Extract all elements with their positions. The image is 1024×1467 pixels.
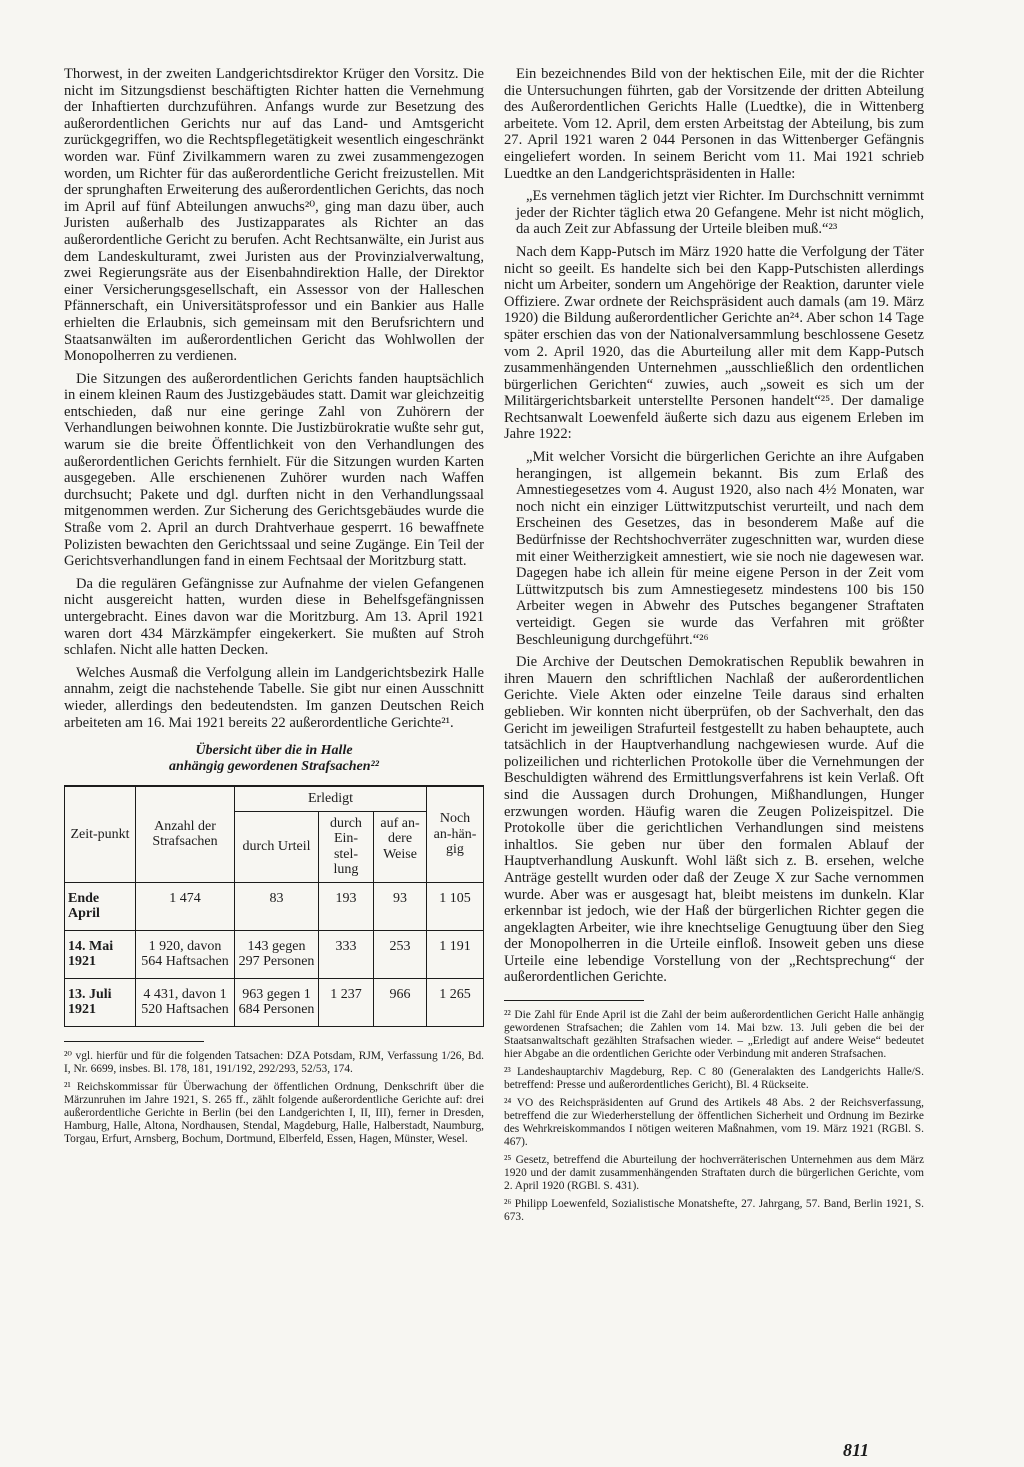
cell-andere: 966 <box>374 978 427 1026</box>
table-caption-line: Übersicht über die in Halle <box>195 743 353 759</box>
footnote: ²¹ Reichskommissar für Überwachung der öffentlichen Ordnung, Denkschrift über die Märzunruhen im Jahre 1921, S. 265 ff., zählt folgende außerordentliche Gerichte auf: drei außerordentliche Gerichte in Berlin (bei den Landgerichten I, II, III), ferner in Dresden, Hamburg, Halle, Altona, Nordhausen, Stendal, Magdeburg, Halle, Halberstadt, Naumburg, Torgau, Erfurt, Arnsberg, Bochum, Dortmund, Elberfeld, Essen, Hagen, Münster, Wesel. <box>64 1080 484 1145</box>
table-header-row <box>65 786 484 811</box>
cell-einstellung: 1 237 <box>319 978 374 1026</box>
header-erledigt: Erledigt <box>235 786 427 811</box>
footnote: ²⁰ vgl. hierfür und für die folgenden Tatsachen: DZA Potsdam, RJM, Verfassung 1/26, Bd. I, Nr. 6699, insbes. Bl. 178, 181, 191/192, 292/293, 52/53, 174. <box>64 1049 484 1075</box>
left-column <box>64 66 484 1151</box>
cell-einstellung: 333 <box>319 930 374 978</box>
cell-noch: 1 265 <box>427 978 484 1026</box>
paragraph: Welches Ausmaß die Verfolgung allein im Landgerichtsbezirk Halle annahm, zeigt die nachstehende Tabelle. Sie gibt nur einen Ausschnitt wieder, allerdings den bedeutendsten. Im ganzen Deutschen Reich arbeiteten am 16. Mai 1921 bereits 22 außerordentliche Gerichte²¹. <box>64 664 484 731</box>
table-row <box>65 882 484 930</box>
paragraph: Nach dem Kapp-Putsch im März 1920 hatte die Verfolgung der Täter nicht so geeilt. Es handelte sich bei den Kapp-Putschisten allerdings nicht um Arbeiter, sondern um Angehörige der Reaktion, darunter viele Offiziere. Zwar ordnete der Reichspräsident auch damals (am 19. März 1920) die Bildung außerordentlicher Gerichte an²⁴. Aber schon 14 Tage später erschien das von der Nationalversammlung beschlossene Gesetz vom 2. April 1920, das die Aburteilung aller mit dem Kapp-Putsch zusammenhängenden Unternehmen „ausschließlich den ordentlichen bürgerlichen Gerichten“ zuwies, auch „soweit es sich um der Militärgerichtsbarkeit unterstellte Personen handelt“²⁵. Der damalige Rechtsanwalt Loewenfeld äußerte sich dazu aus eigenem Erleben im Jahre 1922: <box>504 243 924 443</box>
cell-andere: 93 <box>374 882 427 930</box>
cell-urteil: 963 gegen 1 684 Personen <box>235 978 319 1026</box>
footnote: ²⁴ VO des Reichspräsidenten auf Grund des Artikels 48 Abs. 2 der Reichsverfassung, betreffend die zur Wiederherstellung der öffentlichen Sicherheit und Ordnung im Bezirke des Wehrkreiskommandos I nötigen weiteren Maßnahmen, vom 19. März 1921 (RGBl. S. 467). <box>504 1097 924 1149</box>
table-caption-line: anhängig gewordenen Strafsachen²² <box>169 759 379 775</box>
header-anzahl: Anzahl der Strafsachen <box>136 786 235 882</box>
table-row <box>65 978 484 1026</box>
cell-noch: 1 191 <box>427 930 484 978</box>
footnote: ²⁵ Gesetz, betreffend die Aburteilung der hochverräterischen Unternehmen aus dem März 1920 und der damit zusammenhängenden Straftaten durch die bürgerlichen Gerichte, vom 2. April 1920 (RGBl. S. 431). <box>504 1154 924 1193</box>
cell-zeitpunkt: 14. Mai 1921 <box>65 930 136 978</box>
footnote-divider <box>64 1041 204 1042</box>
paragraph: Ein bezeichnendes Bild von der hektischen Eile, mit der die Richter die Untersuchungen führten, gab der Vorsitzende der dritten Abteilung des Außerordentlichen Gerichts Halle (Luedtke), die in Wittenberg arbeitete. Vom 12. April, dem ersten Arbeitstag der Abteilung, bis zum 27. April 1921 waren 2 044 Personen in das Wittenberger Gefängnis eingeliefert worden. In seinem Bericht vom 11. Mai 1921 schrieb Luedtke an den Landgerichtspräsidenten in Halle: <box>504 66 924 182</box>
footnote-divider <box>504 1000 644 1001</box>
strafsachen-table <box>64 785 484 1027</box>
table-caption <box>64 743 484 775</box>
header-durch-urteil: durch Urteil <box>235 811 319 882</box>
cell-anzahl: 1 920, davon 564 Haftsachen <box>136 930 235 978</box>
cell-einstellung: 193 <box>319 882 374 930</box>
cell-anzahl: 1 474 <box>136 882 235 930</box>
cell-zeitpunkt: 13. Juli 1921 <box>65 978 136 1026</box>
paragraph: Thorwest, in der zweiten Landgerichtsdirektor Krüger den Vorsitz. Die nicht im Sitzungsdienst beschäftigten Richter hatten die Vernehmung der Inhaftierten durchzuführen. Anfangs wurde zur Besetzung des außerordentlichen Gerichts nur auf das Land- und Amtsgericht zurückgegriffen, wo die Rechtspflegetätigkeit wesentlich eingeschränkt worden war. Fünf Zivilkammern waren zu zwei zusammengezogen worden, um Richter für das außerordentliche Gericht freizustellen. Mit der sprunghaften Erweiterung des außerordentlichen Gerichts, das noch im April auf fünf Abteilungen anwuchs²⁰, ging man dazu über, auch Juristen außerhalb des Justizapparates als Richter an das außerordentliche Gericht zu berufen. Acht Rechtsanwälte, ein Jurist aus dem Landeskulturamt, zwei Juristen aus der Provinzialverwaltung, zwei Regierungsräte aus der Eisenbahndirektion Halle, der Direktor einer Versicherungsgesellschaft, ein Assessor von der Halleschen Pfännerschaft, ein Universitätsprofessor und ein Bankier aus Halle erhielten die Erlaubnis, sich gemeinsam mit den Berufsrichtern und Staatsanwälten im außerordentlichen Gericht das Wohlwollen der Monopolherren zu verdienen. <box>64 66 484 365</box>
cell-anzahl: 4 431, davon 1 520 Haftsachen <box>136 978 235 1026</box>
paragraph: Da die regulären Gefängnisse zur Aufnahme der vielen Gefangenen nicht ausgereicht hatten, wurden diese in Behelfsgefängnissen untergebracht. Eines davon war die Moritzburg. Am 13. April 1921 waren dort 434 Märzkämpfer eingekerkert. Sie mußten auf Stroh schlafen. Nicht alle hatten Decken. <box>64 575 484 659</box>
paragraph: Die Sitzungen des außerordentlichen Gerichts fanden hauptsächlich in einem kleinen Raum des Justizgebäudes statt. Damit war gleichzeitig entschieden, daß nur eine geringe Zahl von Zuhörern der Verhandlungen beiwohnen konnte. Die Justizbürokratie wußte sehr gut, warum sie die breite Öffentlichkeit von den Verhandlungen des außerordentlichen Gerichts fernhielt. Für die Sitzungen wurden Karten ausgegeben. Alle erschienenen Zuhörer wurden nach Waffen durchsucht; Pakete und dgl. durften nicht in den Verhandlungssaal mitgenommen werden. Zur Sicherung des Gerichtsgebäudes wurde die Straße vom 2. April an durch Drahtverhaue gesperrt. 16 bewaffnete Polizisten bewachten den Gerichtssaal und seine Zugänge. Ein Teil der Gerichtsverhandlungen fand in einem Fechtsaal der Moritzburg statt. <box>64 370 484 570</box>
header-zeitpunkt: Zeit-punkt <box>65 786 136 882</box>
footnote: ²² Die Zahl für Ende April ist die Zahl der beim außerordentlichen Gericht Halle anhängig gewordenen Strafsachen; die Zahlen vom 14. Mai bzw. 13. Juli geben die bei der Staatsanwaltschaft gezählten Strafsachen wieder. – „Erledigt auf andere Weise“ bedeutet hier Abgabe an die ordentlichen Gerichte oder Verbindung mit anderen Strafsachen. <box>504 1009 924 1061</box>
table-row <box>65 930 484 978</box>
block-quote: „Es vernehmen täglich jetzt vier Richter. Im Durchschnitt vernimmt jeder der Richter täglich etwa 20 Gefangene. Mehr ist nicht möglich, da auch Zeit zur Abfassung der Urteile bleiben muß.“²³ <box>516 188 924 238</box>
header-durch-einstellung: durch Ein-stel-lung <box>319 811 374 882</box>
cell-urteil: 143 gegen 297 Personen <box>235 930 319 978</box>
footnote: ²⁶ Philipp Loewenfeld, Sozialistische Monatshefte, 27. Jahrgang, 57. Band, Berlin 1921, S. 673. <box>504 1198 924 1224</box>
cell-noch: 1 105 <box>427 882 484 930</box>
cell-andere: 253 <box>374 930 427 978</box>
cell-urteil: 83 <box>235 882 319 930</box>
header-noch-anhaengig: Noch an-hän-gig <box>427 786 484 882</box>
header-auf-andere-weise: auf an-dere Weise <box>374 811 427 882</box>
footnote: ²³ Landeshauptarchiv Magdeburg, Rep. C 80 (Generalakten des Landgerichts Halle/S. betreffend: Presse und außerordentliches Gericht), Bl. 4 Rückseite. <box>504 1066 924 1092</box>
block-quote: „Mit welcher Vorsicht die bürgerlichen Gerichte an ihre Aufgaben herangingen, ist allgemein bekannt. Bis zum Erlaß des Amnestiegesetzes vom 4. August 1920, also nach 4½ Monaten, war noch nicht ein einziger Lüttwitzputschist verurteilt, und nach dem Erscheinen des Gesetzes, das in besonderem Maße auf die Bedürfnisse der Rechtshochverräter zugeschnitten war, wurden diese mit einer Weitherzigkeit amnestiert, wie sie noch nie dagewesen war. Dagegen habe ich allein für meine eigene Person in der Zeit vom Lüttwitzputsch bis zum Amnestiegesetz mindestens 100 bis 150 Arbeiter wegen in Abwehr des Putsches begangener Straftaten verteidigt. Gegen sie wurde das Verfahren mit größter Beschleunigung durchgeführt.“²⁶ <box>516 449 924 648</box>
page-number: 811 <box>843 1440 870 1460</box>
paragraph: Die Archive der Deutschen Demokratischen Republik bewahren in ihren Mauern den schriftlichen Nachlaß der außerordentlichen Gerichte. Viele Akten oder einzelne Teile daraus sind erhalten geblieben. Wir konnten nicht überprüfen, ob der Sachverhalt, den das Gericht im jeweiligen Strafurteil festgestellt zu haben behauptete, auch tatsächlich in der Hauptverhandlung nachgewiesen wurde. Auf die polizeilichen und richterlichen Protokolle über die Vernehmungen der Beschuldigten während des Ermittlungsverfahrens ist kein Verlaß. Oft sind die Aussagen durch Drohungen, Mißhandlungen, Hunger erzwungen worden. Häufig waren die Zeugen Polizeispitzel. Die Protokolle über die gerichtlichen Verhandlungen sind meistens inhaltlos. Sie geben nur über den formalen Ablauf der Hauptverhandlung Auskunft. Wohl läßt sich z. B. ersehen, welche Anträge gestellt wurden oder daß der Zeuge X zur Sache vernommen wurde. Aber was er ausgesagt hat, bleibt meistens im dunkeln. Klar erkennbar ist jedoch, wie der Haß der bürgerlichen Richter gegen die angeklagten Arbeiter, wie ihre knechtselige Genugtuung über den Sieg der Monopolherren in die Urteile einfloß. Insoweit geben uns diese Urteile eine lebendige Vorstellung von der „Rechtsprechung“ der außerordentlichen Gerichte. <box>504 654 924 986</box>
cell-zeitpunkt: Ende April <box>65 882 136 930</box>
right-column <box>504 66 924 1229</box>
